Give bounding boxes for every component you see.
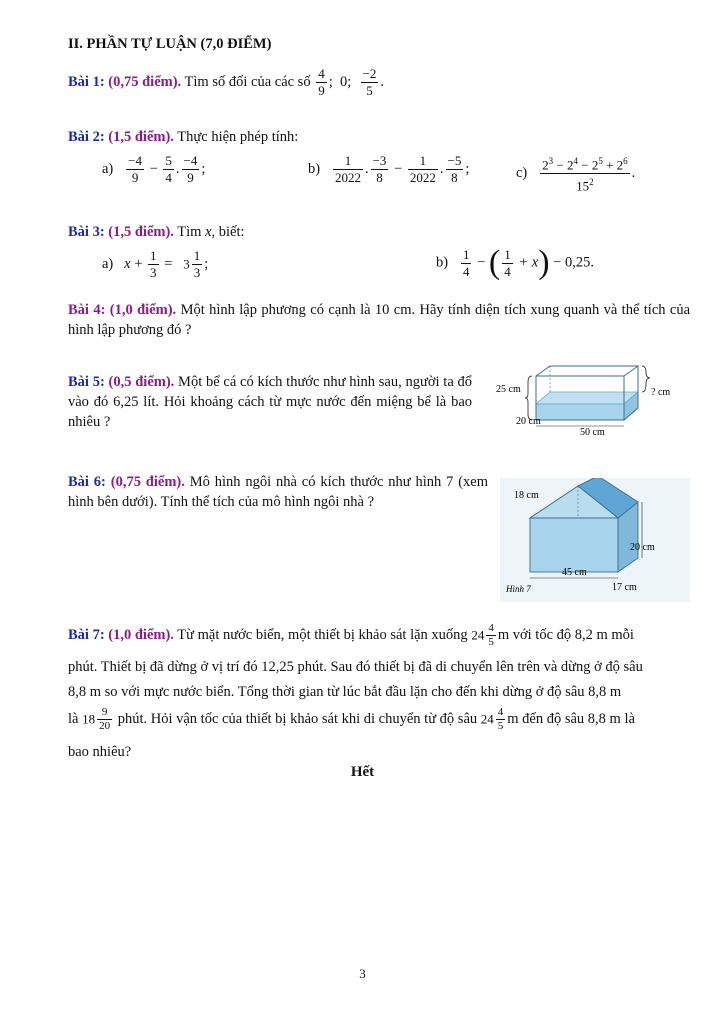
q3-part-a: a) x + $\frac{1}{3}$ = 3 $\frac{1}{3}$ ;: [102, 248, 209, 280]
question-3: Bài 3: (1,5 điểm). Tìm x, biết:: [68, 224, 245, 240]
q7-line-5: bao nhiêu?: [68, 744, 132, 760]
q7-label: Bài 7:: [68, 626, 105, 643]
q3-part-b: b) $\frac{1}{4}$ − ( $\frac{1}{4}$ + x) − 0,25.: [436, 244, 594, 281]
question-4: [68, 300, 690, 340]
q2-label: Bài 2:: [68, 129, 105, 145]
q2-text: Thực hiện phép tính:: [177, 129, 299, 145]
q1-sep: ;: [328, 73, 333, 90]
tank-height-label: 25 cm: [496, 384, 521, 395]
q1-end: .: [380, 73, 384, 90]
wall-height-label: 20 cm: [630, 542, 655, 553]
q4-label: Bài 4: (1,0 điểm).: [68, 302, 177, 318]
q3-label: Bài 3:: [68, 224, 105, 240]
q2-points: (1,5 điểm).: [108, 129, 174, 145]
q5-label: Bài 5:: [68, 374, 105, 390]
house-width-label: 17 cm: [612, 582, 637, 593]
fish-tank-figure: [494, 362, 684, 440]
q2-part-c: c) $\frac{2^3 - 2^4 - 2^5 + 2^6}{15^2}$ .: [516, 153, 635, 195]
q1-zero: 0;: [340, 73, 352, 90]
page-number: 3: [359, 966, 366, 981]
question-1: [68, 66, 690, 99]
q7-line-4: là 18 $\frac{9}{20}$ phút. Hỏi vận tốc của thiết bị khảo sát khi di chuyển từ độ sâu 24 $\frac{4}{5}$ m đến độ sâu 8,8 m là: [68, 706, 635, 732]
house-model-figure: [500, 478, 690, 602]
q1-label: Bài 1:: [68, 73, 105, 90]
roof-height-label: 18 cm: [514, 490, 539, 501]
q5-points: (0,5 điểm).: [108, 374, 175, 390]
tank-water-top: [536, 392, 638, 404]
house-length-label: 45 cm: [562, 567, 587, 578]
q6-text: Mô hình ngôi nhà có kích thước như hình 7 (xem hình bên dưới). Tính thể tích của mô hình ngôi nhà ?: [68, 474, 489, 510]
q6-points: (0,75 điểm).: [110, 474, 185, 490]
question-7: Bài 7: (1,0 điểm). Từ mặt nước biển, một thiết bị khảo sát lặn xuống 24 $\frac{4}{5}$ m với tốc độ 8,2 m mỗi: [68, 622, 634, 648]
question-6: [68, 472, 488, 512]
q5-text: Một bể cá có kích thước như hình sau, người ta đổ vào đó 6,25 lít. Hỏi khoảng cách từ mực nước đến miệng bể là bao nhiêu ?: [68, 374, 473, 430]
q7-line-3: 8,8 m so với mực nước biển. Tổng thời gian từ lúc bắt đầu lặn cho đến khi dừng ở độ sâu 8,8 m: [68, 684, 622, 700]
q7-line-2: phút. Thiết bị đã dừng ở vị trí đó 12,25 phút. Sau đó thiết bị đã di chuyển lên trên và dừng ở độ sâu: [68, 659, 643, 675]
q6-label: Bài 6:: [68, 474, 106, 490]
tank-top: [536, 366, 638, 376]
question-5: [68, 372, 472, 432]
section-title: II. PHẦN TỰ LUẬN (7,0 ĐIỂM): [68, 36, 272, 52]
q1-fraction-2: $\frac{-2}{5}$: [362, 66, 377, 98]
figure-caption: Hình 7: [506, 584, 531, 594]
gap-brace: [642, 366, 650, 392]
tank-width-label: 20 cm: [516, 416, 541, 427]
house-front-wall: [530, 518, 618, 572]
tank-length-label: 50 cm: [580, 427, 605, 438]
q7-points: (1,0 điểm).: [108, 626, 174, 643]
q3-points: (1,5 điểm).: [108, 224, 174, 240]
q1-points: (0,75 điểm).: [108, 73, 182, 90]
end-text: Hết: [350, 764, 375, 780]
tank-gap-label: ? cm: [651, 387, 671, 398]
question-2: [68, 127, 690, 147]
q2-part-b: b) $\frac{1}{2022}$ . $\frac{-3}{8}$ − $\frac{1}{2022}$ . $\frac{-5}{8}$ ;: [308, 153, 470, 185]
q1-fraction-1: $\frac{4}{9}$: [318, 66, 325, 98]
q1-text: Tìm số đối của các số: [184, 73, 311, 90]
q4-text: Một hình lập phương có cạnh là 10 cm. Hãy tính diện tích xung quanh và thể tích của hình lập phương đó ?: [68, 302, 690, 338]
q2-part-a: a) $\frac{-4}{9}$ − $\frac{5}{4}$ . $\frac{-4}{9}$ ;: [102, 153, 206, 185]
height-brace: [525, 376, 532, 420]
tank-water-front: [536, 404, 624, 420]
